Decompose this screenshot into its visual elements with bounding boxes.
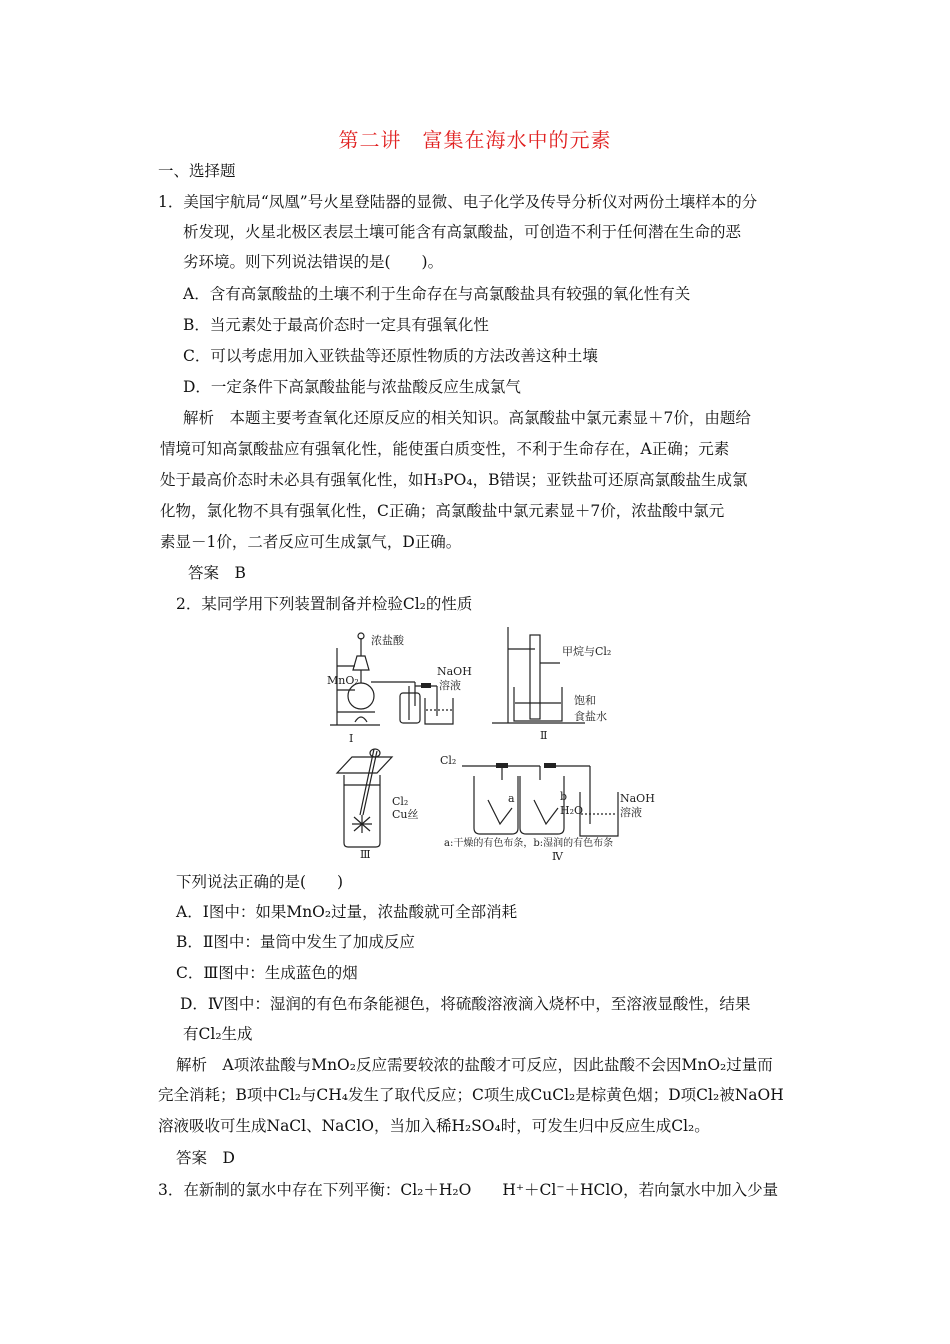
q2-analysis-line: 完全消耗；B项中Cl₂与CH₄发生了取代反应；C项生成CuCl₂是棕黄色烟；D项Cl₂被NaOH bbox=[158, 1086, 784, 1104]
caption-ii: Ⅱ bbox=[540, 729, 548, 742]
label-a: a bbox=[508, 792, 515, 805]
figure-apparatus-iv bbox=[440, 752, 670, 862]
label-brine: 食盐水 bbox=[574, 710, 607, 723]
label-methane-cl2: 甲烷与Cl₂ bbox=[562, 645, 612, 658]
q2-analysis-line: 溶液吸收可生成NaCl、NaClO，当加入稀H₂SO₄时，可发生归中反应生成Cl₂。 bbox=[158, 1117, 710, 1135]
label-saturated: 饱和 bbox=[574, 694, 596, 707]
caption-iii: Ⅲ bbox=[360, 848, 371, 860]
label-mno2: MnO₂ bbox=[327, 674, 359, 687]
q2-option-d-cont: 有Cl₂生成 bbox=[183, 1025, 253, 1043]
q1-analysis-line: 化物，氯化物不具有强氧化性，C正确；高氯酸盐中氯元素显＋7价，浓盐酸中氯元 bbox=[160, 502, 725, 520]
label-strip-note: a:干燥的有色布条，b:湿润的有色布条 bbox=[444, 838, 614, 849]
q1-analysis-line: 情境可知高氯酸盐应有强氧化性，能使蛋白质变性，不利于生命存在，A正确；元素 bbox=[160, 440, 730, 458]
q1-stem-line: 析发现，火星北极区表层土壤可能含有高氯酸盐，可创造不利于任何潜在生命的恶 bbox=[183, 223, 742, 241]
q1-answer: 答案 B bbox=[188, 564, 246, 582]
q2-stem: 2．某同学用下列装置制备并检验Cl₂的性质 bbox=[176, 595, 473, 613]
q1-analysis-line: 素显－1价，二者反应可生成氯气，D正确。 bbox=[160, 533, 462, 551]
q2-analysis-line: 解析 A项浓盐酸与MnO₂反应需要较浓的盐酸才可反应，因此盐酸不会因MnO₂过量而 bbox=[176, 1056, 773, 1074]
figure-apparatus-iii bbox=[332, 745, 432, 860]
figure-apparatus-i bbox=[325, 628, 475, 748]
q2-answer: 答案 D bbox=[176, 1149, 235, 1167]
label-solution-iv: 溶液 bbox=[620, 806, 642, 819]
caption-iv: Ⅳ bbox=[552, 850, 563, 862]
caption-i: Ⅰ bbox=[349, 732, 354, 745]
label-b: b bbox=[560, 790, 568, 803]
q1-option-c: C．可以考虑用加入亚铁盐等还原性物质的方法改善这种土壤 bbox=[183, 347, 598, 365]
label-cl2-iv: Cl₂ bbox=[440, 754, 457, 767]
page-title: 第二讲 富集在海水中的元素 bbox=[338, 128, 612, 152]
label-cu-wire: Cu丝 bbox=[392, 808, 419, 821]
section-heading: 一、选择题 bbox=[158, 162, 236, 180]
label-solution: 溶液 bbox=[439, 679, 461, 692]
q1-analysis-line: 处于最高价态时未必具有强氧化性，如H₃PO₄，B错误；亚铁盐可还原高氯酸盐生成氯 bbox=[160, 471, 748, 489]
q3-stem: 3．在新制的氯水中存在下列平衡：Cl₂＋H₂O H⁺＋Cl⁻＋HClO，若向氯水中加入少量 bbox=[158, 1181, 779, 1199]
q1-option-d: D．一定条件下高氯酸盐能与浓盐酸反应生成氯气 bbox=[183, 378, 521, 396]
label-conc-hcl: 浓盐酸 bbox=[371, 634, 404, 647]
q1-analysis-line: 解析 本题主要考查氧化还原反应的相关知识。高氯酸盐中氯元素显＋7价，由题给 bbox=[183, 409, 751, 427]
label-cl2-iii: Cl₂ bbox=[392, 795, 409, 808]
q2-option-c: C．Ⅲ图中：生成蓝色的烟 bbox=[176, 964, 358, 982]
q2-prompt: 下列说法正确的是( ) bbox=[176, 873, 344, 891]
q1-option-b: B．当元素处于最高价态时一定具有强氧化性 bbox=[183, 316, 489, 334]
label-naoh: NaOH bbox=[437, 665, 472, 678]
figure-apparatus-ii bbox=[490, 625, 650, 745]
label-water: H₂O bbox=[560, 804, 584, 817]
q1-stem-line: 1．美国宇航局“凤凰”号火星登陆器的显微、电子化学及传导分析仪对两份土壤样本的分 bbox=[158, 193, 758, 211]
q2-option-a: A．Ⅰ图中：如果MnO₂过量，浓盐酸就可全部消耗 bbox=[176, 903, 518, 921]
q2-option-b: B．Ⅱ图中：量筒中发生了加成反应 bbox=[176, 933, 415, 951]
label-naoh-iv: NaOH bbox=[620, 792, 655, 805]
q1-stem-line: 劣环境。则下列说法错误的是( )。 bbox=[183, 253, 444, 271]
q1-option-a: A．含有高氯酸盐的土壤不利于生命存在与高氯酸盐具有较强的氧化性有关 bbox=[183, 285, 691, 303]
q2-option-d: D．Ⅳ图中：湿润的有色布条能褪色，将硫酸溶液滴入烧杯中，至溶液显酸性，结果 bbox=[180, 995, 751, 1013]
